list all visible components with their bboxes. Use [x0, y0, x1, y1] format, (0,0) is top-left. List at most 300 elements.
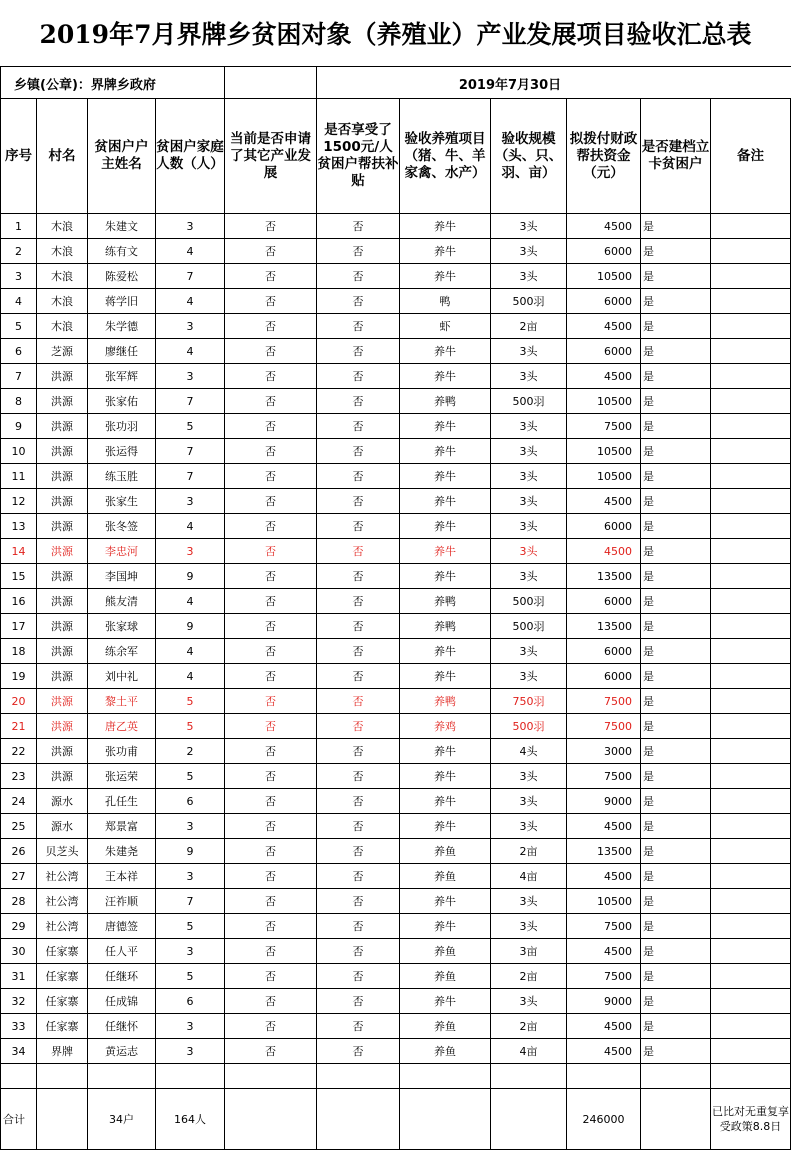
project: 养鱼	[400, 839, 491, 864]
total-people: 164人	[156, 1089, 225, 1150]
project: 养牛	[400, 439, 491, 464]
household-size: 4	[156, 289, 225, 314]
registered: 是	[641, 314, 711, 339]
scale: 3头	[491, 464, 567, 489]
household-size: 3	[156, 214, 225, 239]
note	[711, 564, 791, 589]
other-industry: 否	[225, 314, 317, 339]
other-industry: 否	[225, 1039, 317, 1064]
other-industry: 否	[225, 564, 317, 589]
village: 源水	[37, 814, 88, 839]
note	[711, 589, 791, 614]
householder-name: 廖继任	[88, 339, 156, 364]
household-size: 3	[156, 864, 225, 889]
table-row	[1, 439, 791, 464]
funds: 6000	[567, 339, 641, 364]
village: 洪源	[37, 389, 88, 414]
householder-name: 陈爱松	[88, 264, 156, 289]
householder-name: 练余军	[88, 639, 156, 664]
registered: 是	[641, 289, 711, 314]
row-no: 2	[1, 239, 37, 264]
subsidy-received: 否	[317, 864, 400, 889]
note	[711, 414, 791, 439]
household-size: 5	[156, 714, 225, 739]
col-header-funds: 拟拨付财政帮扶资金（元）	[567, 99, 641, 214]
other-industry: 否	[225, 864, 317, 889]
table-row	[1, 389, 791, 414]
village: 源水	[37, 789, 88, 814]
registered: 是	[641, 364, 711, 389]
note	[711, 789, 791, 814]
household-size: 6	[156, 989, 225, 1014]
total-funds: 246000	[567, 1089, 641, 1150]
other-industry: 否	[225, 989, 317, 1014]
household-size: 4	[156, 514, 225, 539]
project: 养牛	[400, 664, 491, 689]
subsidy-received: 否	[317, 1014, 400, 1039]
registered: 是	[641, 889, 711, 914]
scale: 3头	[491, 264, 567, 289]
funds: 7500	[567, 714, 641, 739]
note	[711, 864, 791, 889]
note	[711, 939, 791, 964]
scale: 4亩	[491, 864, 567, 889]
householder-name: 郑景富	[88, 814, 156, 839]
village: 社公湾	[37, 914, 88, 939]
householder-name: 刘中礼	[88, 664, 156, 689]
registered: 是	[641, 964, 711, 989]
row-no: 22	[1, 739, 37, 764]
village: 任家寨	[37, 964, 88, 989]
funds: 6000	[567, 239, 641, 264]
household-size: 9	[156, 614, 225, 639]
note	[711, 239, 791, 264]
registered: 是	[641, 739, 711, 764]
registered: 是	[641, 1039, 711, 1064]
project: 养牛	[400, 489, 491, 514]
summary-table	[0, 98, 791, 1150]
row-no: 19	[1, 664, 37, 689]
row-no: 18	[1, 639, 37, 664]
table-row	[1, 489, 791, 514]
project: 养鸭	[400, 614, 491, 639]
other-industry: 否	[225, 264, 317, 289]
registered: 是	[641, 339, 711, 364]
householder-name: 朱学德	[88, 314, 156, 339]
village: 洪源	[37, 414, 88, 439]
note	[711, 389, 791, 414]
subsidy-received: 否	[317, 789, 400, 814]
village: 洪源	[37, 639, 88, 664]
col-header-project: 验收养殖项目（猪、牛、羊家禽、水产）	[400, 99, 491, 214]
householder-name: 任继怀	[88, 1014, 156, 1039]
funds: 10500	[567, 264, 641, 289]
village: 社公湾	[37, 864, 88, 889]
note	[711, 689, 791, 714]
row-no: 3	[1, 264, 37, 289]
note	[711, 614, 791, 639]
funds: 4500	[567, 489, 641, 514]
table-row	[1, 1014, 791, 1039]
project: 养牛	[400, 539, 491, 564]
household-size: 3	[156, 1039, 225, 1064]
table-row	[1, 714, 791, 739]
village: 芝源	[37, 339, 88, 364]
household-size: 3	[156, 314, 225, 339]
subsidy-received: 否	[317, 989, 400, 1014]
other-industry: 否	[225, 614, 317, 639]
funds: 4500	[567, 939, 641, 964]
funds: 13500	[567, 839, 641, 864]
scale: 3头	[491, 639, 567, 664]
other-industry: 否	[225, 664, 317, 689]
table-row	[1, 689, 791, 714]
total-row	[1, 1089, 791, 1150]
col-header-note: 备注	[711, 99, 791, 214]
page-title: 2019年7月界牌乡贫困对象（养殖业）产业发展项目验收汇总表	[39, 20, 752, 49]
funds: 9000	[567, 989, 641, 1014]
householder-name: 汪祚顺	[88, 889, 156, 914]
row-no: 5	[1, 314, 37, 339]
row-no: 10	[1, 439, 37, 464]
registered: 是	[641, 639, 711, 664]
table-row	[1, 664, 791, 689]
other-industry: 否	[225, 239, 317, 264]
other-industry: 否	[225, 889, 317, 914]
householder-name: 唐德签	[88, 914, 156, 939]
subsidy-received: 否	[317, 389, 400, 414]
village: 洪源	[37, 564, 88, 589]
registered: 是	[641, 789, 711, 814]
household-size: 7	[156, 389, 225, 414]
village: 洪源	[37, 714, 88, 739]
householder-name: 黎土平	[88, 689, 156, 714]
householder-name: 朱建文	[88, 214, 156, 239]
table-row	[1, 814, 791, 839]
row-no: 30	[1, 939, 37, 964]
row-no: 16	[1, 589, 37, 614]
note	[711, 839, 791, 864]
row-no: 1	[1, 214, 37, 239]
subsidy-received: 否	[317, 439, 400, 464]
project: 养牛	[400, 214, 491, 239]
scale: 3头	[491, 239, 567, 264]
funds: 4500	[567, 314, 641, 339]
funds: 4500	[567, 1039, 641, 1064]
subsidy-received: 否	[317, 289, 400, 314]
scale: 3头	[491, 764, 567, 789]
funds: 10500	[567, 389, 641, 414]
village: 木浪	[37, 214, 88, 239]
project: 养牛	[400, 814, 491, 839]
row-no: 6	[1, 339, 37, 364]
row-no: 26	[1, 839, 37, 864]
project: 养鱼	[400, 964, 491, 989]
blank-row	[1, 1064, 791, 1089]
row-no: 28	[1, 889, 37, 914]
household-size: 4	[156, 589, 225, 614]
note	[711, 264, 791, 289]
other-industry: 否	[225, 739, 317, 764]
registered: 是	[641, 939, 711, 964]
other-industry: 否	[225, 964, 317, 989]
scale: 3头	[491, 339, 567, 364]
funds: 4500	[567, 864, 641, 889]
table-row	[1, 264, 791, 289]
householder-name: 张冬签	[88, 514, 156, 539]
other-industry: 否	[225, 289, 317, 314]
funds: 13500	[567, 614, 641, 639]
other-industry: 否	[225, 839, 317, 864]
householder-name: 唐乙英	[88, 714, 156, 739]
village: 洪源	[37, 464, 88, 489]
col-header-people: 贫困户家庭人数（人）	[156, 99, 225, 214]
scale: 4亩	[491, 1039, 567, 1064]
subsidy-received: 否	[317, 839, 400, 864]
other-industry: 否	[225, 639, 317, 664]
table-row	[1, 589, 791, 614]
household-size: 7	[156, 439, 225, 464]
row-no: 33	[1, 1014, 37, 1039]
row-no: 27	[1, 864, 37, 889]
other-industry: 否	[225, 414, 317, 439]
registered: 是	[641, 264, 711, 289]
other-industry: 否	[225, 339, 317, 364]
scale: 500羽	[491, 589, 567, 614]
funds: 6000	[567, 664, 641, 689]
table-row	[1, 239, 791, 264]
village: 洪源	[37, 539, 88, 564]
funds: 3000	[567, 739, 641, 764]
funds: 4500	[567, 214, 641, 239]
householder-name: 孔任生	[88, 789, 156, 814]
subsidy-received: 否	[317, 414, 400, 439]
col-header-registered: 是否建档立卡贫困户	[641, 99, 711, 214]
other-industry: 否	[225, 939, 317, 964]
table-row	[1, 939, 791, 964]
project: 养鸡	[400, 714, 491, 739]
household-size: 3	[156, 939, 225, 964]
subsidy-received: 否	[317, 889, 400, 914]
note	[711, 364, 791, 389]
registered: 是	[641, 839, 711, 864]
registered: 是	[641, 239, 711, 264]
project: 养牛	[400, 464, 491, 489]
funds: 13500	[567, 564, 641, 589]
subsidy-received: 否	[317, 514, 400, 539]
funds: 6000	[567, 289, 641, 314]
row-no: 11	[1, 464, 37, 489]
note	[711, 214, 791, 239]
table-row	[1, 889, 791, 914]
household-size: 5	[156, 689, 225, 714]
household-size: 4	[156, 664, 225, 689]
funds: 10500	[567, 464, 641, 489]
col-header-other: 当前是否申请了其它产业发展	[225, 99, 317, 214]
project: 养牛	[400, 989, 491, 1014]
col-header-subsidy: 是否享受了1500元/人贫困户帮扶补贴	[317, 99, 400, 214]
registered: 是	[641, 489, 711, 514]
subsidy-received: 否	[317, 739, 400, 764]
funds: 6000	[567, 589, 641, 614]
table-row	[1, 964, 791, 989]
registered: 是	[641, 389, 711, 414]
project: 养牛	[400, 639, 491, 664]
funds: 10500	[567, 439, 641, 464]
registered: 是	[641, 764, 711, 789]
row-no: 29	[1, 914, 37, 939]
household-size: 4	[156, 239, 225, 264]
registered: 是	[641, 214, 711, 239]
subsidy-received: 否	[317, 1039, 400, 1064]
householder-name: 张军辉	[88, 364, 156, 389]
subsidy-received: 否	[317, 239, 400, 264]
household-size: 3	[156, 539, 225, 564]
note	[711, 989, 791, 1014]
note	[711, 339, 791, 364]
scale: 500羽	[491, 614, 567, 639]
funds: 4500	[567, 539, 641, 564]
registered: 是	[641, 564, 711, 589]
project: 养牛	[400, 789, 491, 814]
total-note: 已比对无重复享受政策8.8日	[711, 1089, 791, 1150]
row-no: 34	[1, 1039, 37, 1064]
scale: 3头	[491, 514, 567, 539]
subsidy-received: 否	[317, 664, 400, 689]
subsidy-received: 否	[317, 339, 400, 364]
project: 养鱼	[400, 864, 491, 889]
other-industry: 否	[225, 714, 317, 739]
project: 虾	[400, 314, 491, 339]
other-industry: 否	[225, 914, 317, 939]
table-row	[1, 789, 791, 814]
village: 洪源	[37, 614, 88, 639]
other-industry: 否	[225, 689, 317, 714]
village: 木浪	[37, 314, 88, 339]
header-row	[1, 99, 791, 214]
subsidy-received: 否	[317, 314, 400, 339]
subsidy-received: 否	[317, 914, 400, 939]
village: 木浪	[37, 289, 88, 314]
table-row	[1, 414, 791, 439]
project: 鸭	[400, 289, 491, 314]
project: 养牛	[400, 889, 491, 914]
row-no: 7	[1, 364, 37, 389]
other-industry: 否	[225, 489, 317, 514]
subsidy-received: 否	[317, 264, 400, 289]
scale: 3亩	[491, 939, 567, 964]
funds: 7500	[567, 964, 641, 989]
village: 界牌	[37, 1039, 88, 1064]
table-row	[1, 564, 791, 589]
householder-name: 任成锦	[88, 989, 156, 1014]
subsidy-received: 否	[317, 614, 400, 639]
row-no: 14	[1, 539, 37, 564]
note	[711, 289, 791, 314]
note	[711, 439, 791, 464]
row-no: 13	[1, 514, 37, 539]
village: 洪源	[37, 764, 88, 789]
subsidy-received: 否	[317, 364, 400, 389]
scale: 3头	[491, 664, 567, 689]
other-industry: 否	[225, 439, 317, 464]
table-row	[1, 864, 791, 889]
row-no: 24	[1, 789, 37, 814]
other-industry: 否	[225, 464, 317, 489]
household-size: 5	[156, 914, 225, 939]
scale: 2亩	[491, 1014, 567, 1039]
row-no: 8	[1, 389, 37, 414]
household-size: 3	[156, 1014, 225, 1039]
note	[711, 714, 791, 739]
scale: 3头	[491, 889, 567, 914]
subsidy-received: 否	[317, 464, 400, 489]
note	[711, 539, 791, 564]
funds: 6000	[567, 514, 641, 539]
row-no: 32	[1, 989, 37, 1014]
registered: 是	[641, 464, 711, 489]
householder-name: 李忠河	[88, 539, 156, 564]
other-industry: 否	[225, 214, 317, 239]
note	[711, 764, 791, 789]
township-label: 乡镇(公章)：界牌乡政府	[14, 78, 156, 93]
funds: 7500	[567, 689, 641, 714]
project: 养牛	[400, 764, 491, 789]
household-size: 3	[156, 364, 225, 389]
scale: 500羽	[491, 389, 567, 414]
funds: 4500	[567, 814, 641, 839]
row-no: 15	[1, 564, 37, 589]
table-row	[1, 614, 791, 639]
total-label: 合计	[1, 1089, 37, 1150]
village: 木浪	[37, 264, 88, 289]
other-industry: 否	[225, 589, 317, 614]
householder-name: 张运荣	[88, 764, 156, 789]
table-row	[1, 739, 791, 764]
scale: 3头	[491, 364, 567, 389]
registered: 是	[641, 614, 711, 639]
scale: 3头	[491, 789, 567, 814]
table-row	[1, 1039, 791, 1064]
note	[711, 914, 791, 939]
household-size: 7	[156, 264, 225, 289]
note	[711, 639, 791, 664]
funds: 4500	[567, 1014, 641, 1039]
household-size: 5	[156, 414, 225, 439]
table-row	[1, 989, 791, 1014]
col-header-name: 贫困户户主姓名	[88, 99, 156, 214]
household-size: 2	[156, 739, 225, 764]
household-size: 5	[156, 764, 225, 789]
other-industry: 否	[225, 1014, 317, 1039]
householder-name: 李国坤	[88, 564, 156, 589]
subsidy-received: 否	[317, 214, 400, 239]
funds: 9000	[567, 789, 641, 814]
project: 养鸭	[400, 689, 491, 714]
village: 洪源	[37, 664, 88, 689]
total-households: 34户	[88, 1089, 156, 1150]
project: 养牛	[400, 339, 491, 364]
village: 任家寨	[37, 939, 88, 964]
note	[711, 514, 791, 539]
project: 养牛	[400, 914, 491, 939]
table-row	[1, 314, 791, 339]
note	[711, 1014, 791, 1039]
scale: 3头	[491, 414, 567, 439]
scale: 3头	[491, 439, 567, 464]
other-industry: 否	[225, 389, 317, 414]
project: 养鱼	[400, 939, 491, 964]
